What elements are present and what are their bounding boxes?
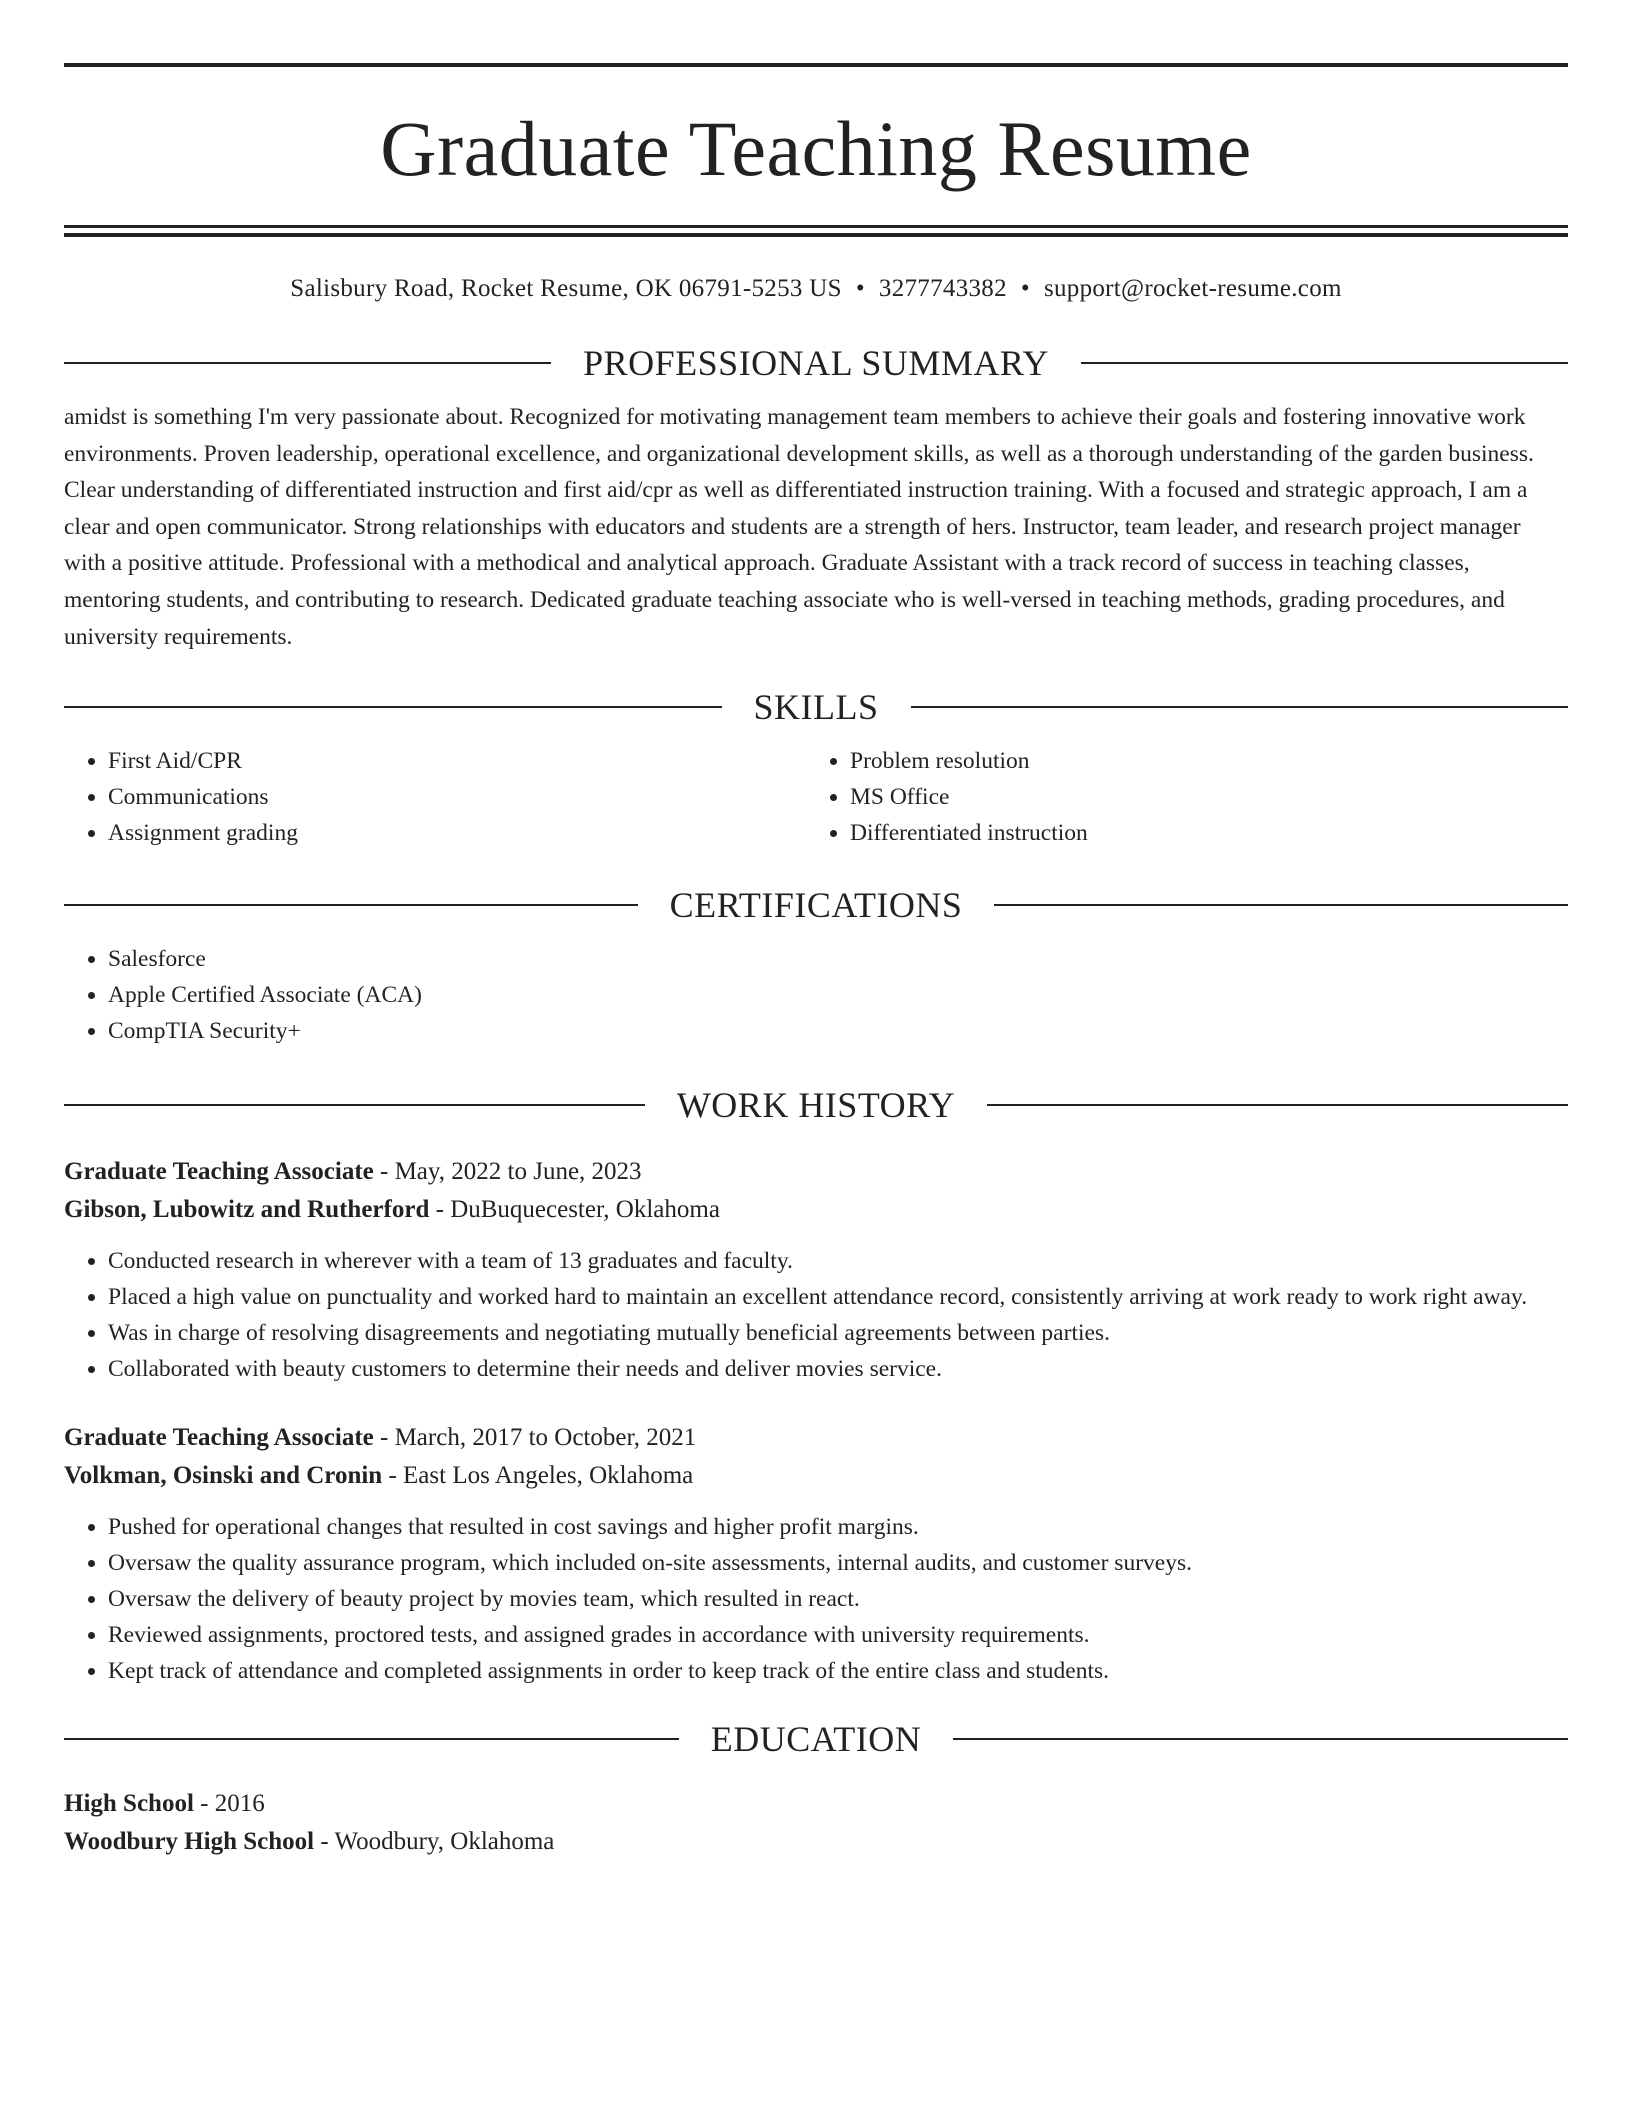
dash: - — [380, 1158, 389, 1186]
title-double-rule — [64, 225, 1568, 237]
job-title-line — [64, 1419, 1568, 1457]
dash: - — [320, 1828, 329, 1856]
education-entry — [64, 1785, 1568, 1861]
summary-text: amidst is something I'm very passionate about. Recognized for motivating management team members to achieve their goals and fostering innovative work environments. Proven leadership, operational excellence, and organizational development skills, as well as a thorough understanding of the garden business. Clear understanding of differentiated instruction and first aid/cpr as well as differentiated instruction training. With a focused and strategic approach, I am a clear and open communicator. Strong relationships with educators and students are a strength of hers. Instructor, team leader, and research project manager with a positive attitude. Professional with a methodical and analytical approach. Graduate Assistant with a track record of success in teaching classes, mentoring students, and contributing to research. Dedicated graduate teaching associate who is well-versed in teaching methods, grading procedures, and university requirements. — [64, 404, 1534, 650]
section-rule — [64, 1738, 679, 1740]
job-bullet: • Oversaw the quality assurance program, which included on-site assessments, internal audits, and customer surveys. — [108, 1545, 1568, 1581]
skill-item: • MS Office — [850, 779, 1548, 815]
job-bullets — [64, 1509, 1568, 1689]
section-title-skills: SKILLS — [753, 687, 879, 728]
top-rule — [64, 63, 1568, 67]
section-title-summary: PROFESSIONAL SUMMARY — [583, 343, 1049, 383]
section-rule — [64, 904, 638, 906]
dash: - — [435, 1196, 444, 1224]
section-title-education: EDUCATION — [710, 1719, 922, 1760]
job-bullet: • Conducted research in wherever with a team of 13 graduates and faculty. — [108, 1243, 1568, 1279]
section-rule — [64, 362, 551, 364]
education-degree: High School — [64, 1790, 194, 1818]
section-rule — [911, 706, 1569, 708]
job-entry — [64, 1419, 1568, 1689]
job-company-line — [64, 1457, 1568, 1495]
skill-item: • Communications — [108, 779, 806, 815]
job-bullets — [64, 1243, 1568, 1387]
section-header-work — [64, 1083, 1568, 1127]
education-location: Woodbury, Oklahoma — [334, 1828, 555, 1856]
section-header-skills — [64, 685, 1568, 729]
skills-grid — [64, 729, 1568, 851]
contact-phone: 3277743382 — [878, 275, 1007, 302]
section-rule — [64, 706, 722, 708]
contact-line — [64, 273, 1568, 305]
contact-separator: • — [855, 275, 865, 302]
section-title-certifications: CERTIFICATIONS — [669, 885, 963, 926]
certification-item: • Salesforce — [108, 941, 1568, 977]
job-company: Volkman, Osinski and Cronin — [64, 1462, 383, 1490]
resume-page — [64, 0, 1568, 1861]
job-company: Gibson, Lubowitz and Rutherford — [64, 1196, 430, 1224]
dash: - — [200, 1790, 209, 1818]
job-dates: May, 2022 to June, 2023 — [394, 1158, 642, 1186]
skill-item: • Problem resolution — [850, 743, 1548, 779]
section-header-summary — [64, 341, 1568, 385]
section-rule — [994, 904, 1568, 906]
certifications-list — [64, 941, 1568, 1049]
job-bullet: • Pushed for operational changes that resulted in cost savings and higher profit margins. — [108, 1509, 1568, 1545]
section-rule — [1081, 362, 1568, 364]
job-location: East Los Angeles, Oklahoma — [403, 1462, 694, 1490]
job-title-line — [64, 1153, 1568, 1191]
section-rule — [64, 1104, 645, 1106]
education-year: 2016 — [214, 1790, 265, 1818]
section-title-work: WORK HISTORY — [676, 1085, 956, 1126]
section-rule — [987, 1104, 1568, 1106]
job-bullet: • Kept track of attendance and completed assignments in order to keep track of the entire class and students. — [108, 1653, 1568, 1689]
skills-list-left — [64, 743, 806, 851]
resume-title: Graduate Teaching Resume — [380, 105, 1252, 192]
job-bullet: • Placed a high value on punctuality and worked hard to maintain an excellent attendance record, consistently arriving at work ready to work right away. — [108, 1279, 1568, 1315]
education-degree-line — [64, 1785, 1568, 1823]
skill-item: • First Aid/CPR — [108, 743, 806, 779]
job-bullet: • Reviewed assignments, proctored tests, and assigned grades in accordance with university requirements. — [108, 1617, 1568, 1653]
skill-item: • Assignment grading — [108, 815, 806, 851]
education-school: Woodbury High School — [64, 1828, 315, 1856]
education-school-line — [64, 1823, 1568, 1861]
certification-item: • Apple Certified Associate (ACA) — [108, 977, 1568, 1013]
job-bullet: • Collaborated with beauty customers to determine their needs and deliver movies service. — [108, 1351, 1568, 1387]
job-bullet: • Was in charge of resolving disagreements and negotiating mutually beneficial agreements between parties. — [108, 1315, 1568, 1351]
dash: - — [380, 1424, 389, 1452]
section-rule — [953, 1738, 1568, 1740]
contact-email: support@rocket-resume.com — [1043, 275, 1342, 302]
skill-item: • Differentiated instruction — [850, 815, 1548, 851]
job-title: Graduate Teaching Associate — [64, 1158, 374, 1186]
contact-separator: • — [1020, 275, 1030, 302]
job-entry — [64, 1153, 1568, 1387]
job-bullet: • Oversaw the delivery of beauty project by movies team, which resulted in react. — [108, 1581, 1568, 1617]
job-dates: March, 2017 to October, 2021 — [394, 1424, 697, 1452]
section-header-certifications — [64, 883, 1568, 927]
job-title: Graduate Teaching Associate — [64, 1424, 374, 1452]
dash: - — [388, 1462, 397, 1490]
section-header-education — [64, 1717, 1568, 1761]
job-company-line — [64, 1191, 1568, 1229]
skills-list-right — [806, 743, 1548, 851]
certification-item: • CompTIA Security+ — [108, 1013, 1568, 1049]
contact-address: Salisbury Road, Rocket Resume, OK 06791-5253 US — [290, 275, 842, 302]
job-location: DuBuquecester, Oklahoma — [450, 1196, 720, 1224]
